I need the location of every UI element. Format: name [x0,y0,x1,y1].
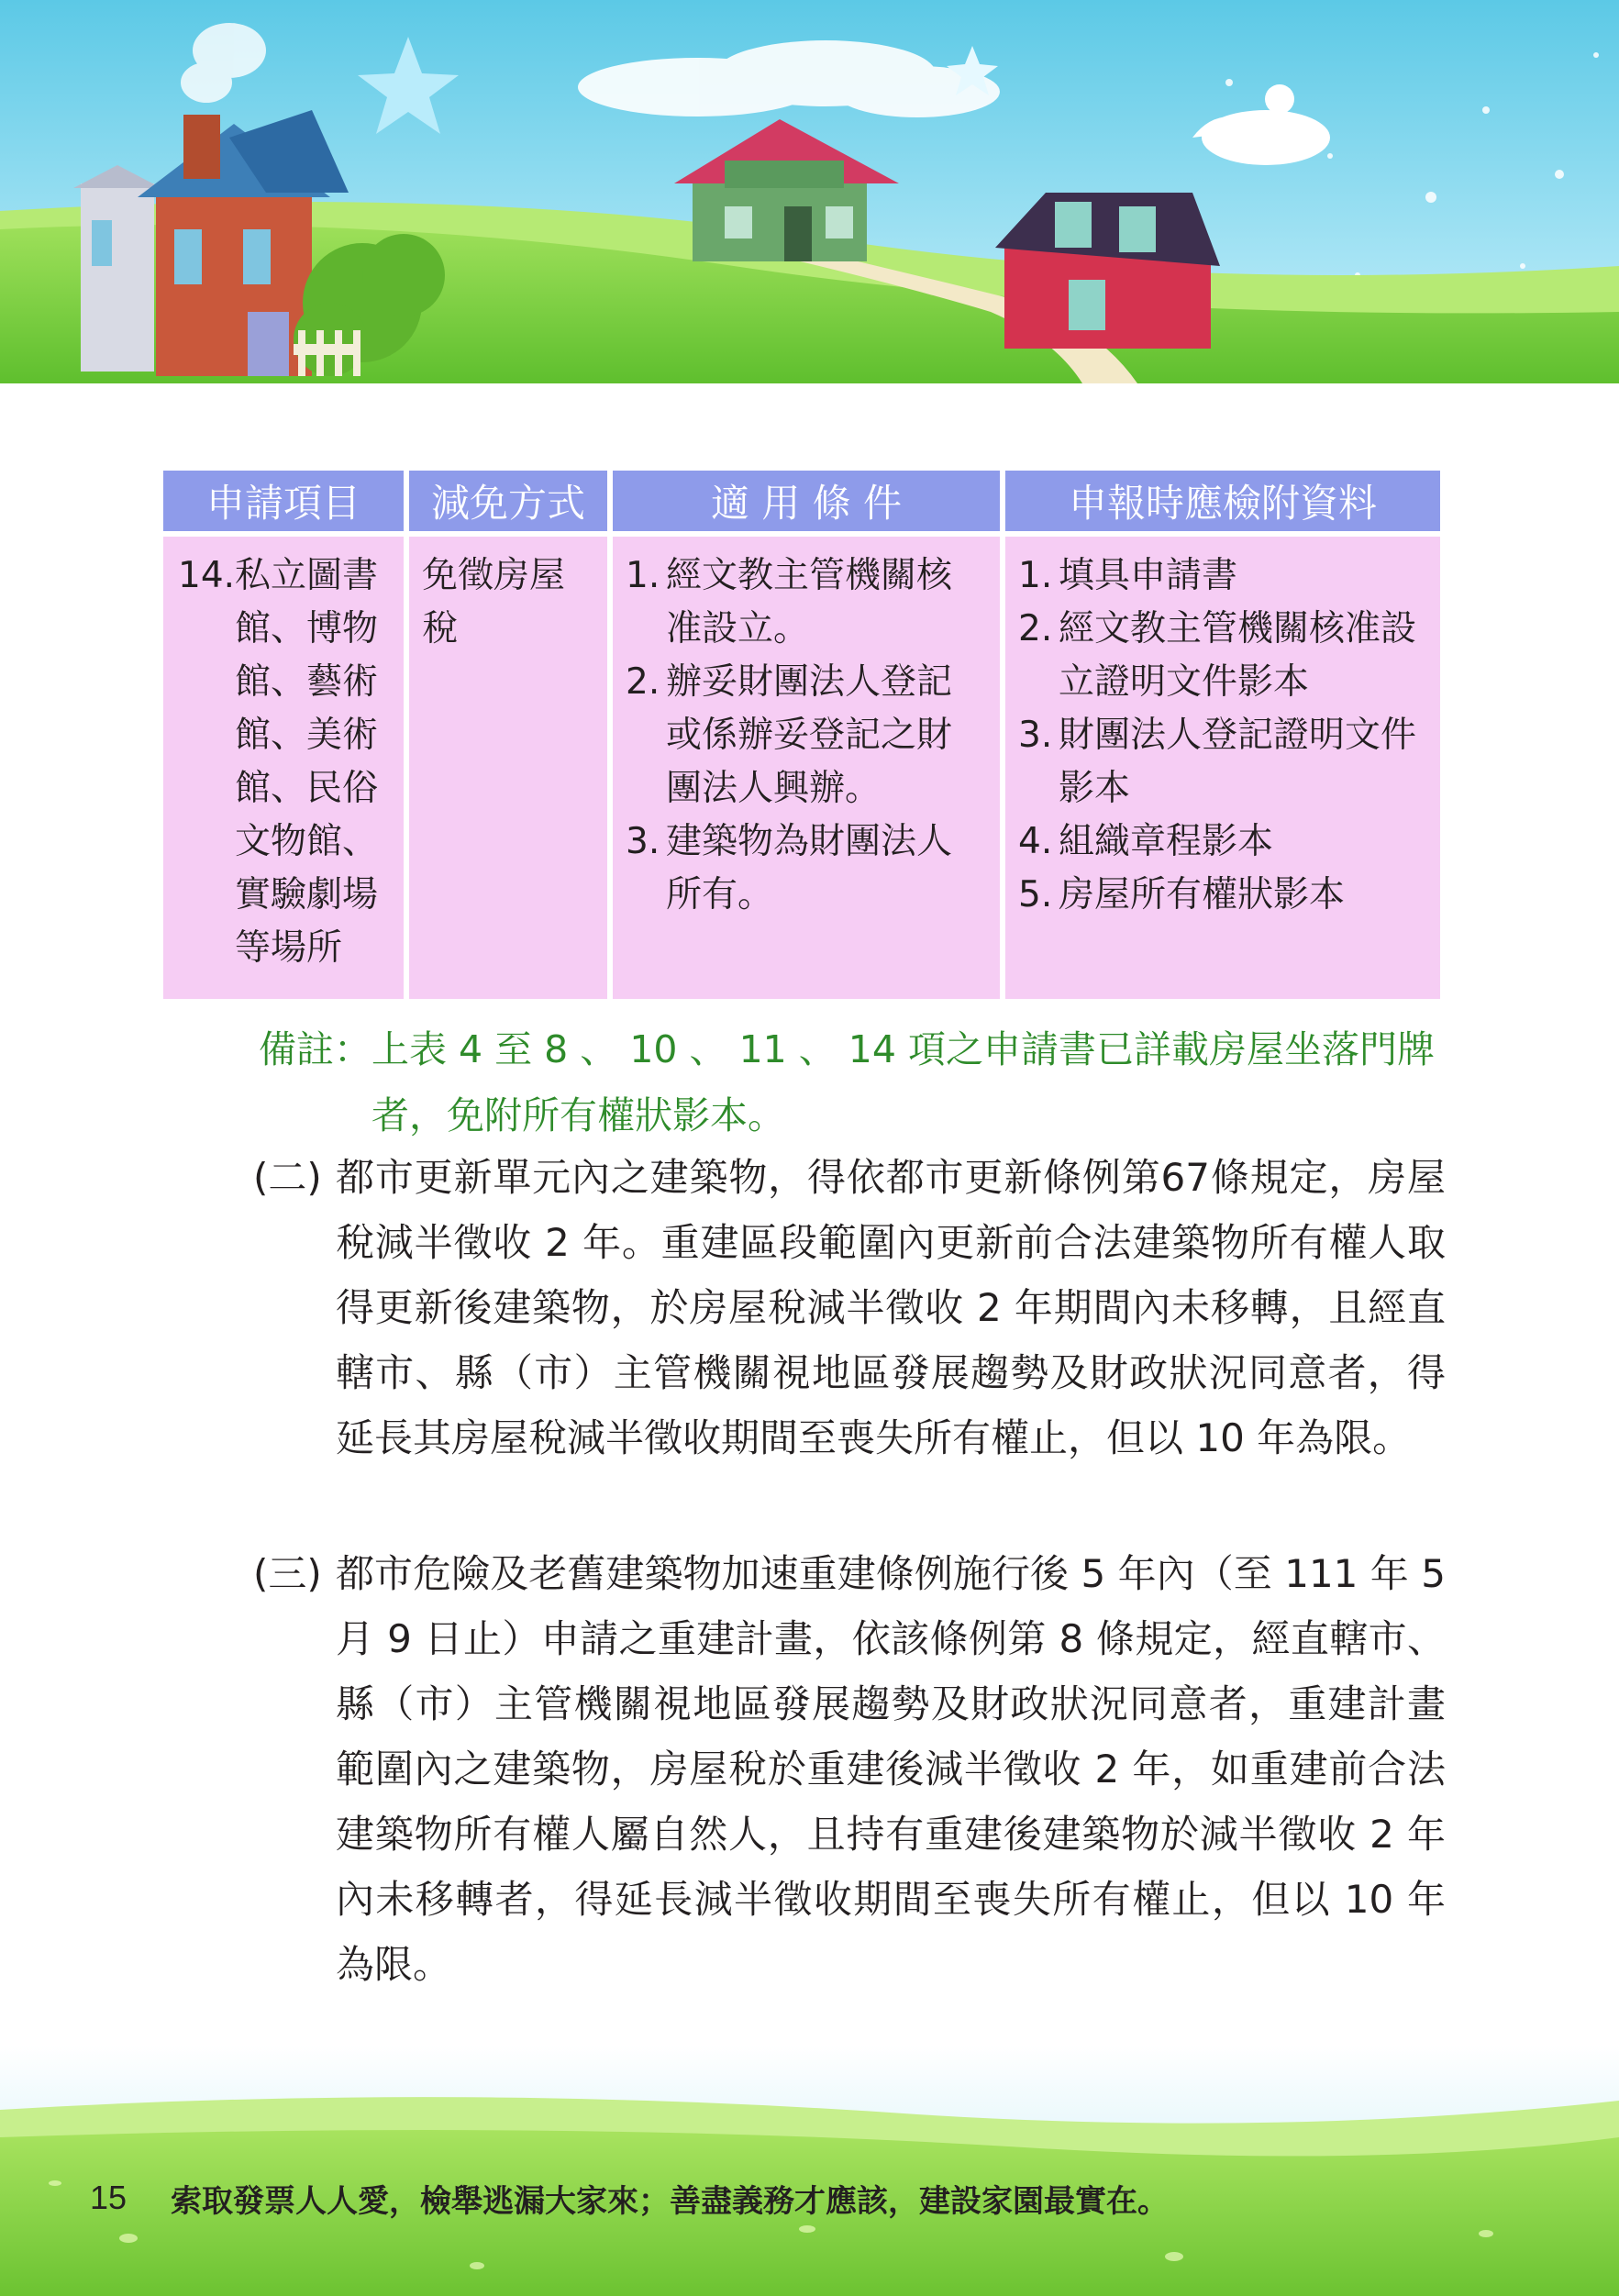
paragraph-urban-renewal [253,1145,1446,1470]
list-item [1018,549,1427,603]
document-text: 經文教主管機關核准設立證明文件影本 [1059,608,1417,703]
paragraph-text: 都市危險及老舊建築物加速重建條例施行後 5 年內（至 111 年 5 月 9 日止）申請之重建計畫，依該條例第 8 條規定，經直轄市、縣（市）主管機關視地區發展趨勢及財政狀況同意者，重建計畫範圍內之建築物，房屋稅於重建後減半徵收 2 年，如重建前合法建築物所有權人屬自然人，且持有重建後建築物於減半徵收 2 年內未移轉者，得延長減半徵收期間至喪失所有權止，但以 10 年為限。 [336,1551,1446,1987]
list-item [1018,709,1427,815]
list-item [1018,603,1427,709]
paragraph-old-building-reconstruction [253,1541,1446,1997]
cell-exemption-method [409,537,613,999]
tax-exemption-table [163,471,1440,999]
document-number: 5. [1018,874,1053,915]
item-number: 14. [178,555,236,596]
condition-text: 經文教主管機關核准設立。 [666,555,953,649]
document-number: 1. [1018,555,1053,596]
list-item [1018,869,1427,922]
footer-slogan: 索取發票人人愛，檢舉逃漏大家來；善盡義務才應該，建設家園最實在。 [171,2183,1169,2220]
header-required-documents: 申報時應檢附資料 [1005,471,1440,537]
note-text: 上表 4 至 8 、 10 、 11 、 14 項之申請書已詳載房屋坐落門牌者，免附所有權狀影本。 [371,1027,1436,1137]
footer-illustration [0,2046,1619,2296]
header-application-item: 申請項目 [163,471,409,537]
header-exemption-method: 減免方式 [409,471,613,537]
list-item [1018,815,1427,869]
condition-text: 建築物為財團法人所有。 [666,821,953,915]
cell-conditions [613,537,1005,999]
document-number: 3. [1018,715,1053,756]
page-number: 15 [90,2179,128,2216]
note-label: 備註： [259,1027,371,1071]
list-item [626,549,987,656]
item-text: 私立圖書館、博物館、藝術館、美術館、民俗文物館、實驗劇場等場所 [235,555,379,969]
list-item [626,656,987,815]
document-text: 組織章程影本 [1059,821,1274,862]
header-applicable-conditions: 適 用 條 件 [613,471,1005,537]
cell-application-item [163,537,409,999]
condition-text: 辦妥財團法人登記或係辦妥登記之財團法人興辦。 [666,661,953,809]
document-number: 2. [1018,608,1053,649]
table-row [163,537,1440,999]
cell-documents [1005,537,1440,999]
house-right [995,193,1220,349]
header-illustration [0,0,1619,383]
condition-number: 3. [626,821,660,862]
paragraph-text: 都市更新單元內之建築物，得依都市更新條例第67條規定，房屋稅減半徵收 2 年。重建區段範圍內更新前合法建築物所有權人取得更新後建築物，於房屋稅減半徵收 2 年期間內未移轉，且經直轄市、縣（市）主管機關視地區發展趨勢及財政狀況同意者，得延長其房屋稅減半徵收期間至喪失所有權止，但以 10 年為限。 [336,1155,1446,1460]
condition-number: 2. [626,661,660,703]
condition-number: 1. [626,555,660,596]
method-text: 免徵房屋稅 [422,555,566,649]
table-header-row [163,471,1440,537]
list-item [626,815,987,922]
document-number: 4. [1018,821,1053,862]
document-text: 財團法人登記證明文件影本 [1059,715,1417,809]
paragraph-number: (三) [253,1551,322,1596]
document-text: 填具申請書 [1059,555,1238,596]
paragraph-number: (二) [253,1155,322,1200]
table-note [259,1016,1442,1148]
document-text: 房屋所有權狀影本 [1059,874,1346,915]
